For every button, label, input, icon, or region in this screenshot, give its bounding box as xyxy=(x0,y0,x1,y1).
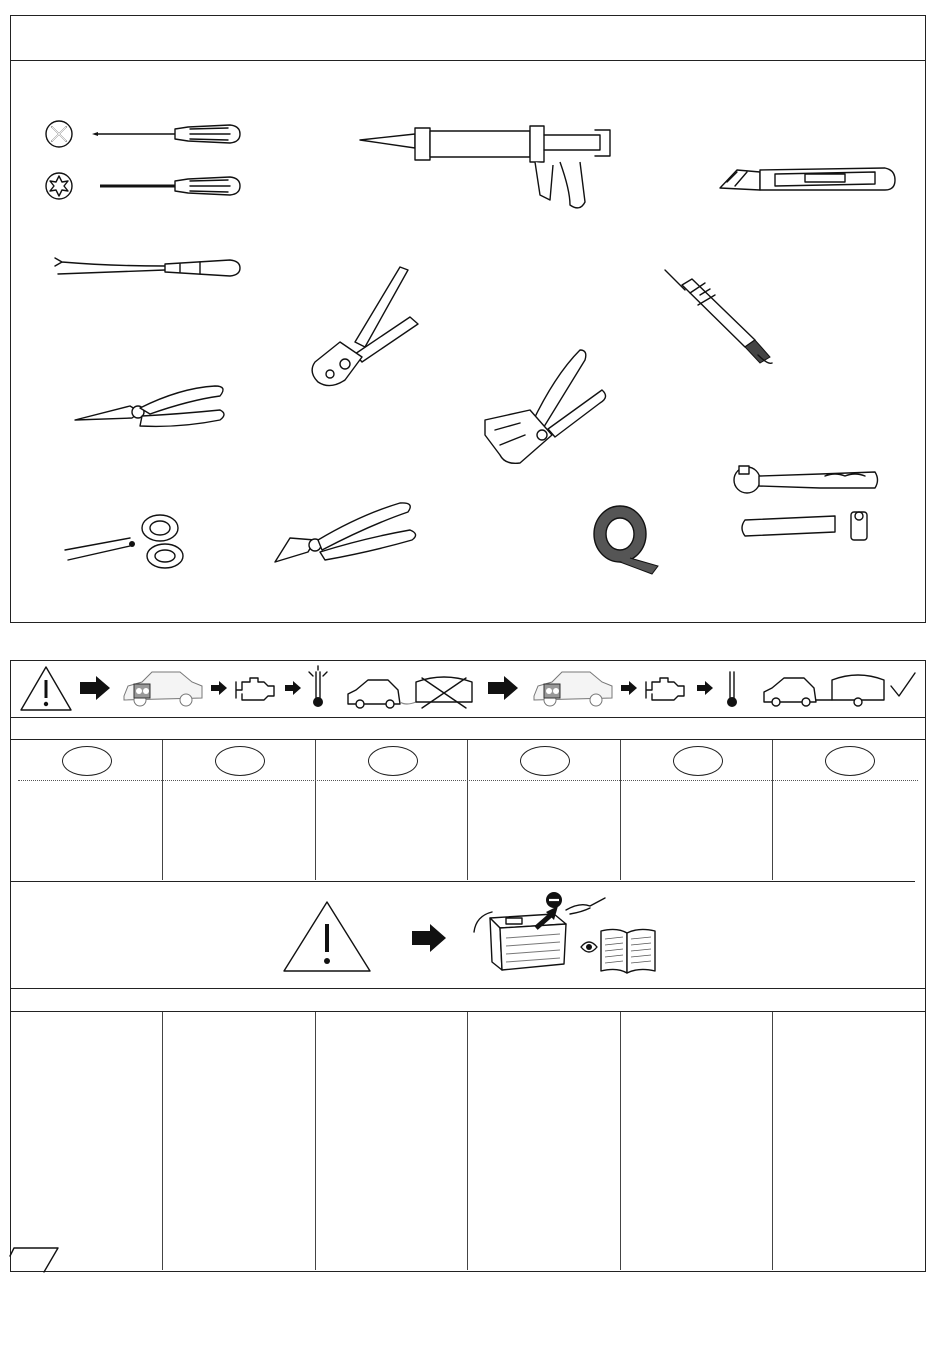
side-cutters-icon xyxy=(270,500,420,575)
test-column xyxy=(315,740,468,880)
combination-pliers-icon xyxy=(70,378,230,438)
test-band xyxy=(10,717,926,740)
arrow-right-icon xyxy=(284,680,302,696)
battery-band xyxy=(10,988,926,1012)
dotted-divider xyxy=(18,780,918,781)
test-column xyxy=(772,740,927,880)
sealant-gun-icon xyxy=(355,120,620,215)
car-with-trailer-icon xyxy=(760,668,890,710)
wire-stripper-icon xyxy=(480,345,610,470)
ratchet-and-socket-icon xyxy=(725,462,885,550)
test-columns xyxy=(10,740,926,880)
arrow-right-icon xyxy=(78,674,112,702)
test-column xyxy=(10,740,162,880)
test-column xyxy=(467,740,621,880)
step-number-oval xyxy=(825,746,875,776)
instruction-column xyxy=(772,1012,927,1270)
read-manual-icon xyxy=(575,925,660,977)
insulating-tape-icon xyxy=(590,500,665,575)
utility-knife-icon xyxy=(715,160,900,200)
step-number-oval xyxy=(215,746,265,776)
trim-removal-tool-icon xyxy=(50,248,245,284)
instruction-column xyxy=(315,1012,468,1270)
instruction-column xyxy=(162,1012,316,1270)
arrow-right-icon xyxy=(210,680,228,696)
engine-check-icon xyxy=(230,674,280,704)
car-without-trailer-icon xyxy=(344,670,484,712)
instruction-column xyxy=(10,1012,162,1270)
warning-triangle-icon xyxy=(18,664,74,714)
test-column xyxy=(620,740,773,880)
tools-panel-header xyxy=(11,16,925,61)
torx-screwdriver-icon xyxy=(40,168,245,204)
phillips-screwdriver-icon xyxy=(40,116,245,152)
instruction-column xyxy=(620,1012,773,1270)
thermometer-icon xyxy=(722,666,742,710)
temperature-warning-icon xyxy=(306,666,332,710)
arrow-right-icon xyxy=(486,674,520,702)
step-number-oval xyxy=(368,746,418,776)
warning-triangle-icon xyxy=(280,898,374,976)
step-number-oval xyxy=(520,746,570,776)
test-column xyxy=(162,740,316,880)
arrow-right-icon xyxy=(620,680,638,696)
test-icon-strip xyxy=(10,660,926,717)
car-with-diagnostic-unit-icon xyxy=(530,666,615,712)
arrow-right-icon xyxy=(696,680,714,696)
voltage-tester-icon xyxy=(660,265,780,370)
engine-check-icon xyxy=(640,674,690,704)
arrow-right-icon xyxy=(410,922,448,954)
instruction-column xyxy=(467,1012,621,1270)
step-number-oval xyxy=(673,746,723,776)
check-mark-icon xyxy=(888,670,918,700)
car-with-diagnostic-unit-icon xyxy=(120,666,205,712)
page-number-tab xyxy=(8,1244,58,1274)
crimping-pliers-icon xyxy=(300,262,425,397)
scissors-icon xyxy=(60,508,190,573)
step-number-oval xyxy=(62,746,112,776)
section-divider xyxy=(10,881,915,882)
instruction-columns xyxy=(10,1012,926,1270)
